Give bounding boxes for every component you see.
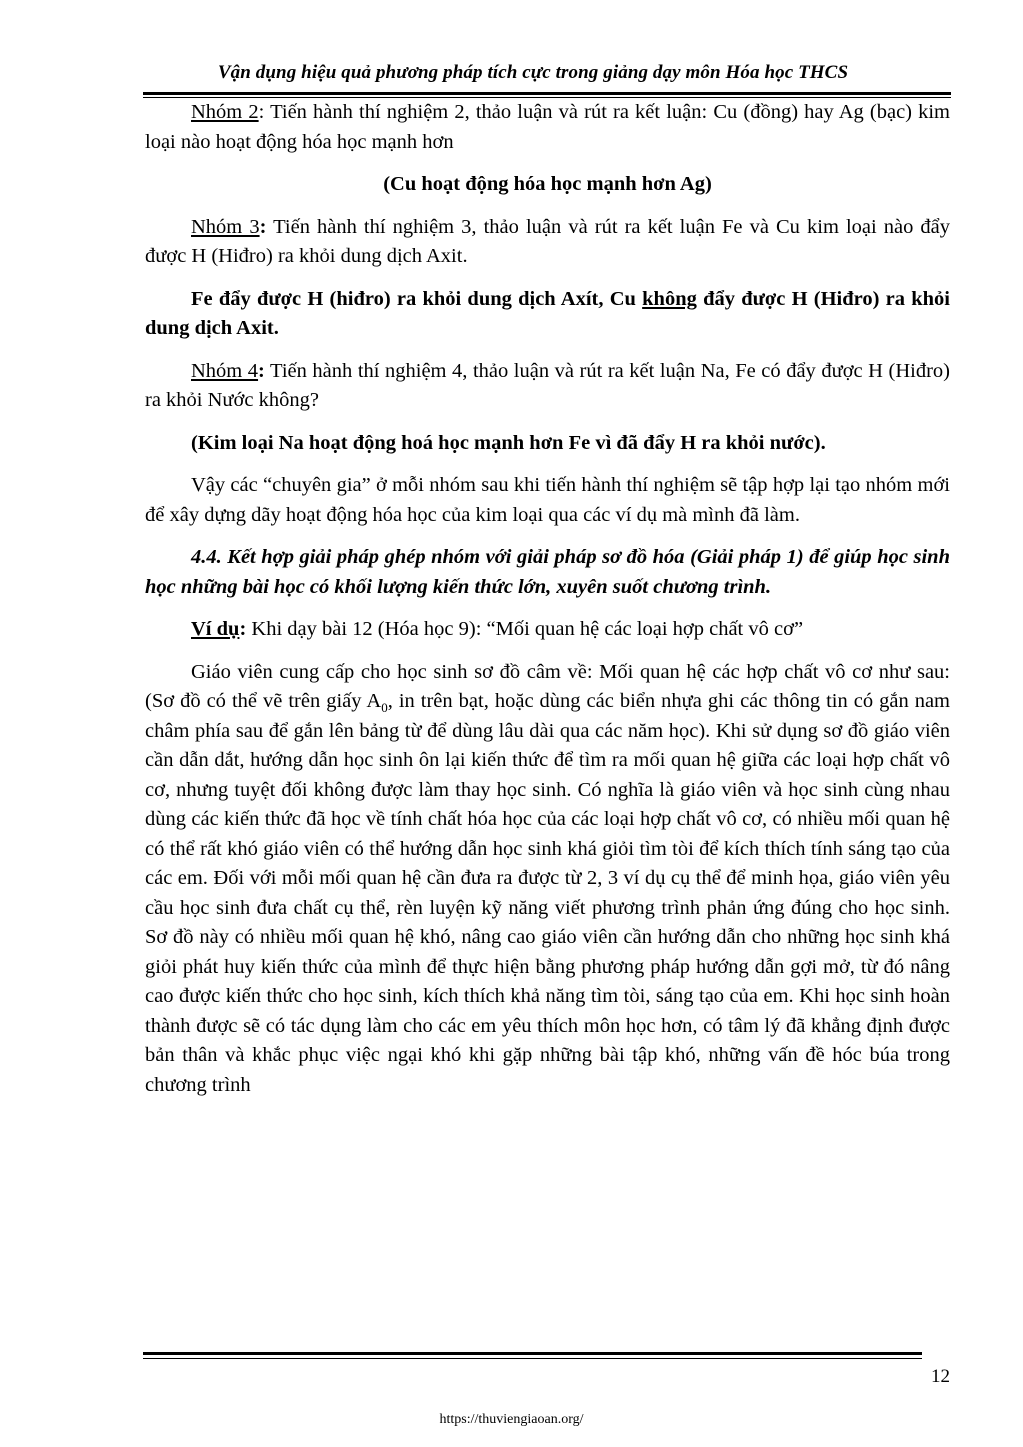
group-3-colon: :: [259, 215, 267, 238]
group-3-text: Tiến hành thí nghiệm 3, thảo luận và rút ra kết luận Fe và Cu kim loại nào đẩy được H (Hiđro) ra khỏi dung dịch Axit.: [145, 215, 951, 267]
footer-rule: [143, 1352, 922, 1355]
footer-rule-thin: [143, 1358, 922, 1359]
group-3-conclusion-before: Fe đẩy được H (hiđro) ra khỏi dung dịch Axít, Cu: [191, 287, 643, 310]
group-3-conclusion-after: đẩy được H (Hiđro) ra khỏi dung dịch Axit.: [145, 287, 950, 339]
group-4-text: Tiến hành thí nghiệm 4, thảo luận và rút ra kết luận Na, Fe có đẩy được H (Hiđro) ra khỏi Nước không?: [145, 359, 950, 411]
long-paragraph: [145, 658, 950, 1101]
group-4-colon: :: [258, 359, 265, 382]
group-2-label: Nhóm 2: [191, 101, 259, 123]
source-url: https://thuviengiaoan.org/: [439, 1412, 584, 1427]
example-label: Ví dụ: [191, 618, 240, 640]
group-4-paragraph: [145, 357, 950, 416]
group-3-label: Nhóm 3: [191, 215, 260, 238]
page-number: 12: [931, 1366, 950, 1387]
group-4-conclusion: (Kim loại Na hoạt động hoá học mạnh hơn Fe vì đã đẩy H ra khỏi nước).: [191, 431, 826, 454]
paper-size-subscript: 0: [381, 700, 388, 716]
group-4-label: Nhóm 4: [191, 359, 259, 382]
section-heading: 4.4. Kết hợp giải pháp ghép nhóm với giải pháp sơ đồ hóa (Giải pháp 1) để giúp học sinh học những bài học có khối lượng kiến thức lớn, xuyên suốt chương trình.: [145, 546, 950, 598]
experts-paragraph: Vậy các “chuyên gia” ở mỗi nhóm sau khi tiến hành thí nghiệm sẽ tập hợp lại tạo nhóm mới để xây dựng dãy hoạt động hóa học của kim loại qua các ví dụ mà mình đã làm.: [145, 474, 950, 526]
long-paragraph-part1: Giáo viên cung cấp cho học sinh sơ đồ câm về: Mối quan hệ các hợp chất vô cơ như sau: (Sơ đồ có thể vẽ trên giấy A: [145, 660, 950, 712]
running-header: Vận dụng hiệu quả phương pháp tích cực trong giảng dạy môn Hóa học THCS: [217, 62, 849, 83]
group-2-text: : Tiến hành thí nghiệm 2, thảo luận và rút ra kết luận: Cu (đồng) hay Ag (bạc) kim loại nào hoạt động hóa học mạnh hơn: [145, 101, 950, 153]
long-paragraph-part2: , in trên bạt, hoặc dùng các biển nhựa ghi các thông tin có gắn nam châm phía sau để gắn lên bảng từ để dùng lâu dài qua các năm học). Khi sử dụng sơ đồ giáo viên cần dẫn dắt, hướng dẫn học sinh ôn lại kiến thức để tìm ra mối quan hệ giữa các loại hợp chất vô cơ, nhưng tuyệt đối không được làm thay học sinh. Có nghĩa là giáo viên và học sinh cùng nhau dùng các kiến thức đã học về tính chất hóa học của các loại hợp chất vô cơ, có nhiều mối quan hệ có thể rất khó giáo viên có thể hướng dẫn học sinh khá giỏi tìm tòi để kích thích tính sáng tạo của các em. Đối với mỗi mối quan hệ cần đưa ra được từ 2, 3 ví dụ cụ thể để minh họa, giáo viên yêu cầu học sinh đưa chất cụ thể, rèn luyện kỹ năng viết phương trình phản ứng đúng cho học sinh. Sơ đồ này có nhiều mối quan hệ khó, nâng cao giáo viên cần hướng dẫn cho những học sinh khá giỏi phát huy kiến thức của mình để thực hiện bằng phương pháp hướng dẫn gợi mở, từ đó nâng cao được kiến thức cho học sinh, kích thích khả năng tìm tòi, sáng tạo của em. Khi học sinh hoàn thành được sẽ có tác dụng làm cho các em yêu thích môn học hơn, có tâm lý đã khẳng định được bản thân và khắc phục việc ngại khó khi gặp những bài tập khó, những vấn đề hóc búa trong chương trình: [145, 690, 950, 1096]
page-body: [145, 98, 950, 1113]
group-2-conclusion: (Cu hoạt động hóa học mạnh hơn Ag): [383, 173, 712, 195]
group-3-paragraph: [145, 213, 950, 272]
example-text: Khi dạy bài 12 (Hóa học 9): “Mối quan hệ các loại hợp chất vô cơ”: [246, 618, 804, 640]
example-colon: :: [239, 618, 247, 640]
group-2-paragraph: [145, 98, 950, 157]
group-3-conclusion: [145, 285, 950, 344]
header-rule: [143, 92, 951, 95]
example-paragraph: [145, 615, 950, 645]
group-3-conclusion-underlined: không: [642, 287, 697, 310]
